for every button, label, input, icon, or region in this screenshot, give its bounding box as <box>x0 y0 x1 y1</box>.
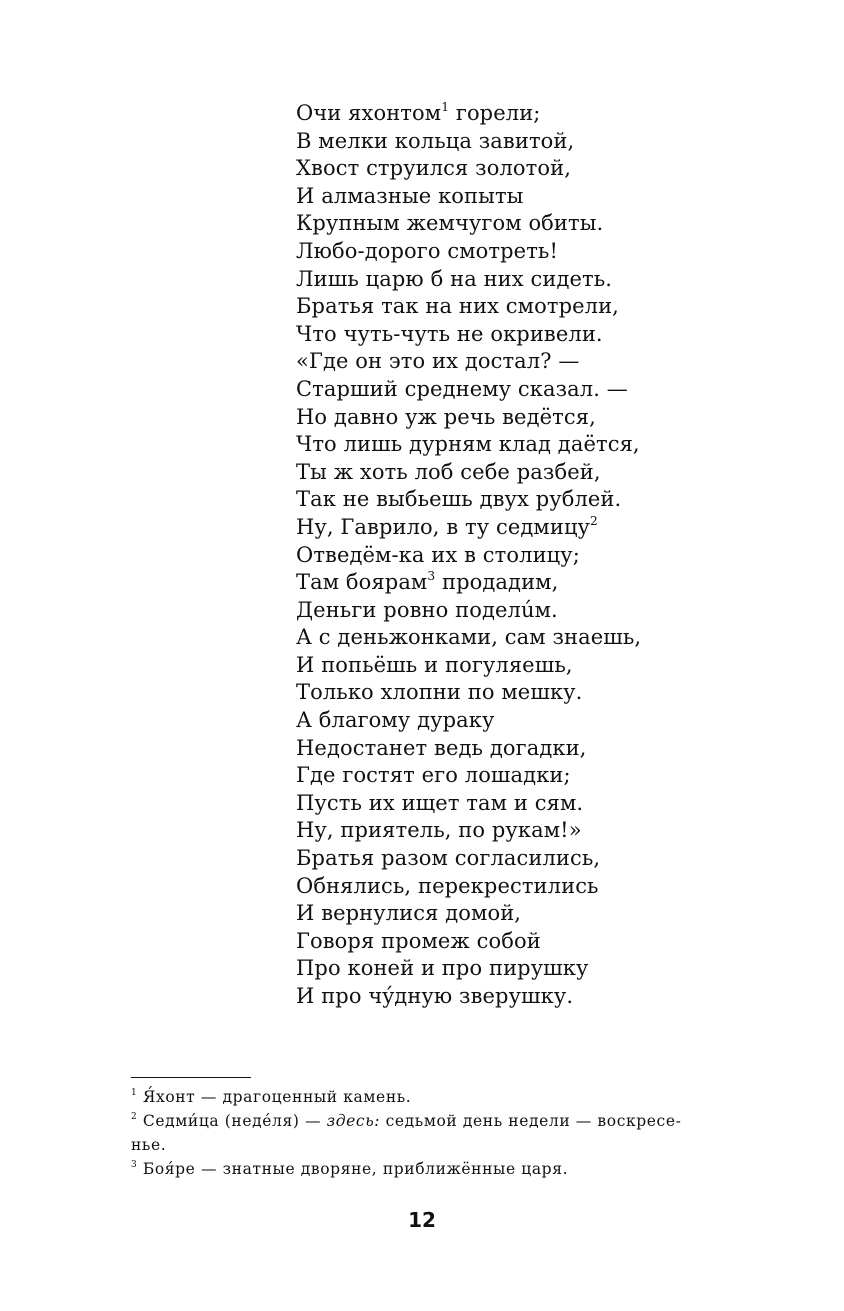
poem-line <box>296 514 816 542</box>
footnote-text: Боя́ре — знатные дворяне, приближённые царя. <box>142 1160 569 1178</box>
footnote-number: 1 <box>131 1087 138 1098</box>
poem-line-text: Где гостят его лошадки; <box>296 763 571 788</box>
poem-line-text: Там боярам <box>296 570 428 595</box>
poem-line <box>296 155 816 183</box>
footnote-continuation: нье. <box>131 1136 167 1154</box>
poem-line <box>296 597 816 625</box>
poem-line <box>296 624 816 652</box>
footnote <box>131 1109 766 1133</box>
poem-line <box>296 183 816 211</box>
poem-line-text: Только хлопни по мешку. <box>296 680 583 705</box>
footnote-marker[interactable]: 2 <box>590 513 598 528</box>
poem-line <box>296 348 816 376</box>
poem-line-text: Крупным жемчугом обиты. <box>296 211 604 236</box>
poem-line <box>296 100 816 128</box>
poem-line <box>296 431 816 459</box>
poem-line <box>296 321 816 349</box>
poem-line-text: Что лишь дурням клад даётся, <box>296 432 640 457</box>
poem-line-text: Про коней и про пирушку <box>296 956 589 981</box>
poem-line <box>296 542 816 570</box>
poem-line-text: Ты ж хоть лоб себе разбей, <box>296 459 601 484</box>
poem-line <box>296 486 816 514</box>
poem-line <box>296 266 816 294</box>
poem-line-text: Деньги ровно поделúм. <box>296 597 558 622</box>
poem-line <box>296 928 816 956</box>
poem-line-text: А благому дураку <box>296 708 495 733</box>
poem-line-text: «Где он это их достал? — <box>296 349 580 374</box>
poem-line-text: Братья разом согласились, <box>296 846 601 871</box>
poem-line-text-rest: продадим, <box>435 570 559 595</box>
poem-line-text: А с деньжонками, сам знаешь, <box>296 625 642 650</box>
poem-line-text: Но давно уж речь ведётся, <box>296 404 596 429</box>
poem-line <box>296 128 816 156</box>
page-number: 12 <box>408 1208 436 1232</box>
poem-line <box>296 817 816 845</box>
poem-line <box>296 404 816 432</box>
poem-line-text: Говоря промеж собой <box>296 928 541 953</box>
poem-line <box>296 238 816 266</box>
poem-line-text: Братья так на них смотрели, <box>296 294 619 319</box>
footnote <box>131 1157 766 1181</box>
poem-line-text: Ну, приятель, по рукам!» <box>296 818 582 843</box>
footnote-text: Я́хонт — драгоценный камень. <box>142 1088 412 1106</box>
poem-line-text: Старший среднему сказал. — <box>296 376 628 401</box>
poem-line-text: Ну, Гаврило, в ту седмицу <box>296 514 590 539</box>
poem-line-text: В мелки кольца завитой, <box>296 128 575 153</box>
poem-line <box>296 569 816 597</box>
footnote-text: Седми́ца (неде́ля) — <box>142 1112 327 1130</box>
footnote-number: 3 <box>131 1159 138 1170</box>
poem-line <box>296 955 816 983</box>
poem-line <box>296 679 816 707</box>
poem-line-text: Хвост струился золотой, <box>296 156 571 181</box>
poem-line-text: Очи яхонтом <box>296 101 442 125</box>
poem-line <box>296 459 816 487</box>
footnotes <box>131 1085 766 1181</box>
poem-line-text: Любо-дорого смотреть! <box>296 238 558 263</box>
poem-line-text: И алмазные копыты <box>296 183 524 208</box>
poem-line-text: И про чýдную зверушку. <box>296 984 574 1008</box>
poem-line <box>296 707 816 735</box>
poem-line-text: Лишь царю б на них сидеть. <box>296 266 613 291</box>
poem-line-text: И вернулися домой, <box>296 901 522 926</box>
poem-line <box>296 293 816 321</box>
poem-line <box>296 376 816 404</box>
poem-line <box>296 210 816 238</box>
poem-line-text: Так не выбьешь двух рублей. <box>296 487 622 512</box>
footnote-marker[interactable]: 1 <box>441 99 450 114</box>
poem-line <box>296 873 816 901</box>
poem-line <box>296 762 816 790</box>
poem-line <box>296 735 816 763</box>
poem-line-text: Отведём-ка их в столицу; <box>296 542 580 567</box>
poem-line <box>296 845 816 873</box>
poem-line-text: Недостанет ведь догадки, <box>296 735 587 760</box>
poem-line-text: Обнялись, перекрестились <box>296 873 599 898</box>
footnote-marker[interactable]: 3 <box>427 568 436 583</box>
poem-line-text: И попьёшь и погуляешь, <box>296 652 573 677</box>
footnote-divider <box>131 1077 251 1078</box>
poem-line <box>296 652 816 680</box>
poem-line <box>296 983 816 1011</box>
poem-line-text: Пусть их ищет там и сям. <box>296 790 584 815</box>
poem-line <box>296 790 816 818</box>
footnote-number: 2 <box>131 1111 138 1122</box>
footnote-emphasis: здесь: <box>326 1112 381 1130</box>
poem-body <box>296 100 816 1011</box>
footnote-text-rest: седьмой день недели — воскресе- <box>380 1112 682 1130</box>
poem-line <box>296 900 816 928</box>
poem-line-text: Что чуть-чуть не окривели. <box>296 321 603 346</box>
footnote <box>131 1085 766 1109</box>
poem-line-text-rest: горели; <box>449 101 541 125</box>
